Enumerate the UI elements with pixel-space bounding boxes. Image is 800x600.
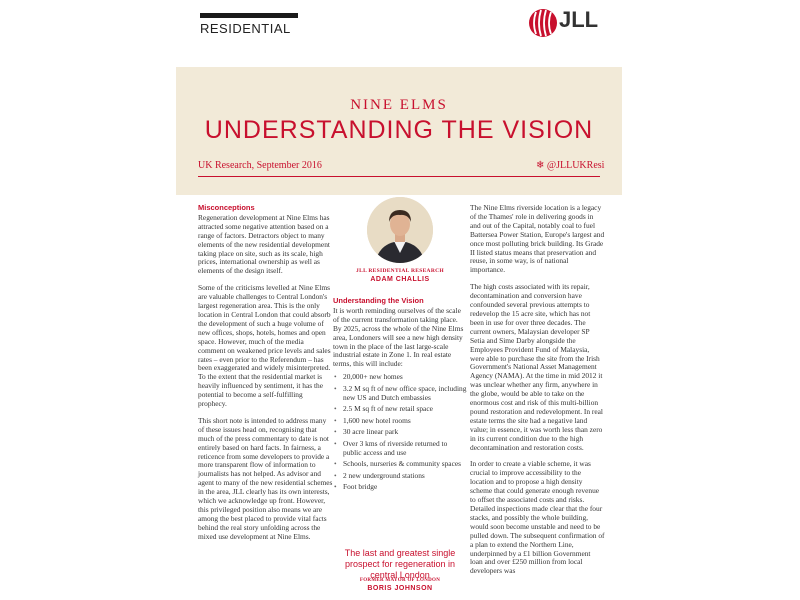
col3-paragraph-1: The Nine Elms riverside location is a legacy of the Thames' role in delivering goods in and out of the Capital, notably coal to fuel Battersea Power Station, Europe's largest and once most polluting brick building. Its Grade II listed status means that preservation and reuse, in some way, is of national importance. — [470, 203, 605, 275]
column-1 — [198, 204, 333, 550]
list-item: • Foot bridge — [333, 483, 467, 492]
list-item: • 20,000+ new homes — [333, 373, 467, 382]
vision-heading: Understanding the Vision — [333, 296, 424, 305]
twitter-handle[interactable] — [536, 160, 604, 171]
header-divider — [198, 176, 600, 177]
col3-paragraph-2: The high costs associated with its repair, decontamination and conversion have confounded several previous attempts to redevelop the 15 acre site, which has not been in use for over three decades. The current owners, Malaysian developer SP Setia and Sime Darby alongside the Employees Provident Fund of Malaysia, were able to purchase the site from the Irish Government's National Asset Management Agency (NAMA). At the time in mid 2012 it was unclear whether any firm, anywhere in the globe, would be able to take on the enormous cost and risk of this multi-billion pound restoration and redevelopment. In real estate terms the site had a negative land value; in essence, it was worth less than zero in its current condition due to the high decontamination and restoration costs. — [470, 282, 603, 452]
col1-paragraph-1: Regeneration development at Nine Elms has attracted some negative attention based on a range of factors. Detractors object to many elements of the new residential development taking place on site, such as its scale, high prices, international ownership as well as elements of the design itself. — [198, 212, 330, 276]
top-rule — [200, 13, 298, 18]
author-portrait-image — [367, 197, 433, 263]
author-name: ADAM CHALLIS — [370, 276, 430, 283]
col2-intro: It is worth reminding ourselves of the scale of the current transformation taking place. By 2025, across the whole of the Nine Elms area, Londoners will see a new high density town in the place of the last large-scale industrial estate in Zone 1. In real estate terms, this will include: — [333, 305, 464, 369]
dateline: UK Research, September 2016 — [198, 160, 322, 171]
logo-wordmark: JLL — [559, 7, 599, 32]
column-3 — [470, 204, 605, 584]
quote-attribution-title: FORMER MAYOR OF LONDON — [359, 578, 441, 583]
misconceptions-heading: Misconceptions — [198, 203, 255, 212]
list-item: • 1,600 new hotel rooms — [333, 417, 467, 426]
author-portrait — [367, 197, 433, 263]
pull-quote: The last and greatest single prospect for regeneration in central London — [344, 548, 456, 580]
development-list — [333, 373, 467, 492]
hero-kicker: NINE ELMS — [350, 97, 448, 113]
list-item: • 2.5 M sq ft of new retail space — [333, 405, 467, 414]
author-organisation: JLL RESIDENTIAL RESEARCH — [356, 268, 444, 274]
list-item: • 30 acre linear park — [333, 428, 467, 437]
col1-paragraph-3: This short note is intended to address many of these issues head on, recognising that much of the press commentary to date is not entirely based on hard facts. In fairness, a reticence from some developers to provide a more transparent flow of information to journalists has not helped. As advisor and agent to many of the new residential schemes in the area, JLL clearly has its own interests, which we acknowledge up front. However, this privileged position also means we are among the best placed to provide vital facts behind the real story unfolding across the mixed use development at Nine Elms. — [198, 415, 333, 541]
col3-paragraph-3: In order to create a viable scheme, it was crucial to improve accessibility to the location and to propose a high density scheme that could generate enough revenue to offset the associated costs and risks. Detailed inspections made clear that the four stacks, and possibly the whole building, would soon become unstable and need to be pulled down. The subsequent confirmation of a plan to extend the Northern Line, underpinned by a £1 billion Government loan and over £250 million from local developers was — [470, 459, 605, 576]
list-item: • 3.2 M sq ft of new office space, including new US and Dutch embassies — [333, 385, 467, 403]
list-item: • 2 new underground stations — [333, 472, 467, 481]
twitter-handle-text: @JLLUKResi — [546, 160, 605, 171]
col1-paragraph-2: Some of the criticisms levelled at Nine Elms are valuable challenges to Central London's largest regeneration area. This is the only location in Central London that could absorb the development of such a huge volume of new offices, shops, hotels, homes and open space. However, much of the media comment on weakened price levels and sales rates – even prior to the Referendum – has been exaggerated and widely misinterpreted. To the extent that the residential market is heavily influenced by sentiment, it has the potential to become a self-fulfilling prophecy. — [198, 283, 331, 409]
list-item: • Over 3 kms of riverside returned to public access and use — [333, 440, 467, 458]
column-2 — [333, 297, 467, 495]
quote-attribution-name: BORIS JOHNSON — [367, 585, 433, 592]
twitter-icon: ❄ — [536, 160, 545, 171]
list-item: • Schools, nurseries & community spaces — [333, 460, 467, 469]
page-title: UNDERSTANDING THE VISION — [204, 116, 594, 144]
section-label: RESIDENTIAL — [200, 21, 291, 36]
